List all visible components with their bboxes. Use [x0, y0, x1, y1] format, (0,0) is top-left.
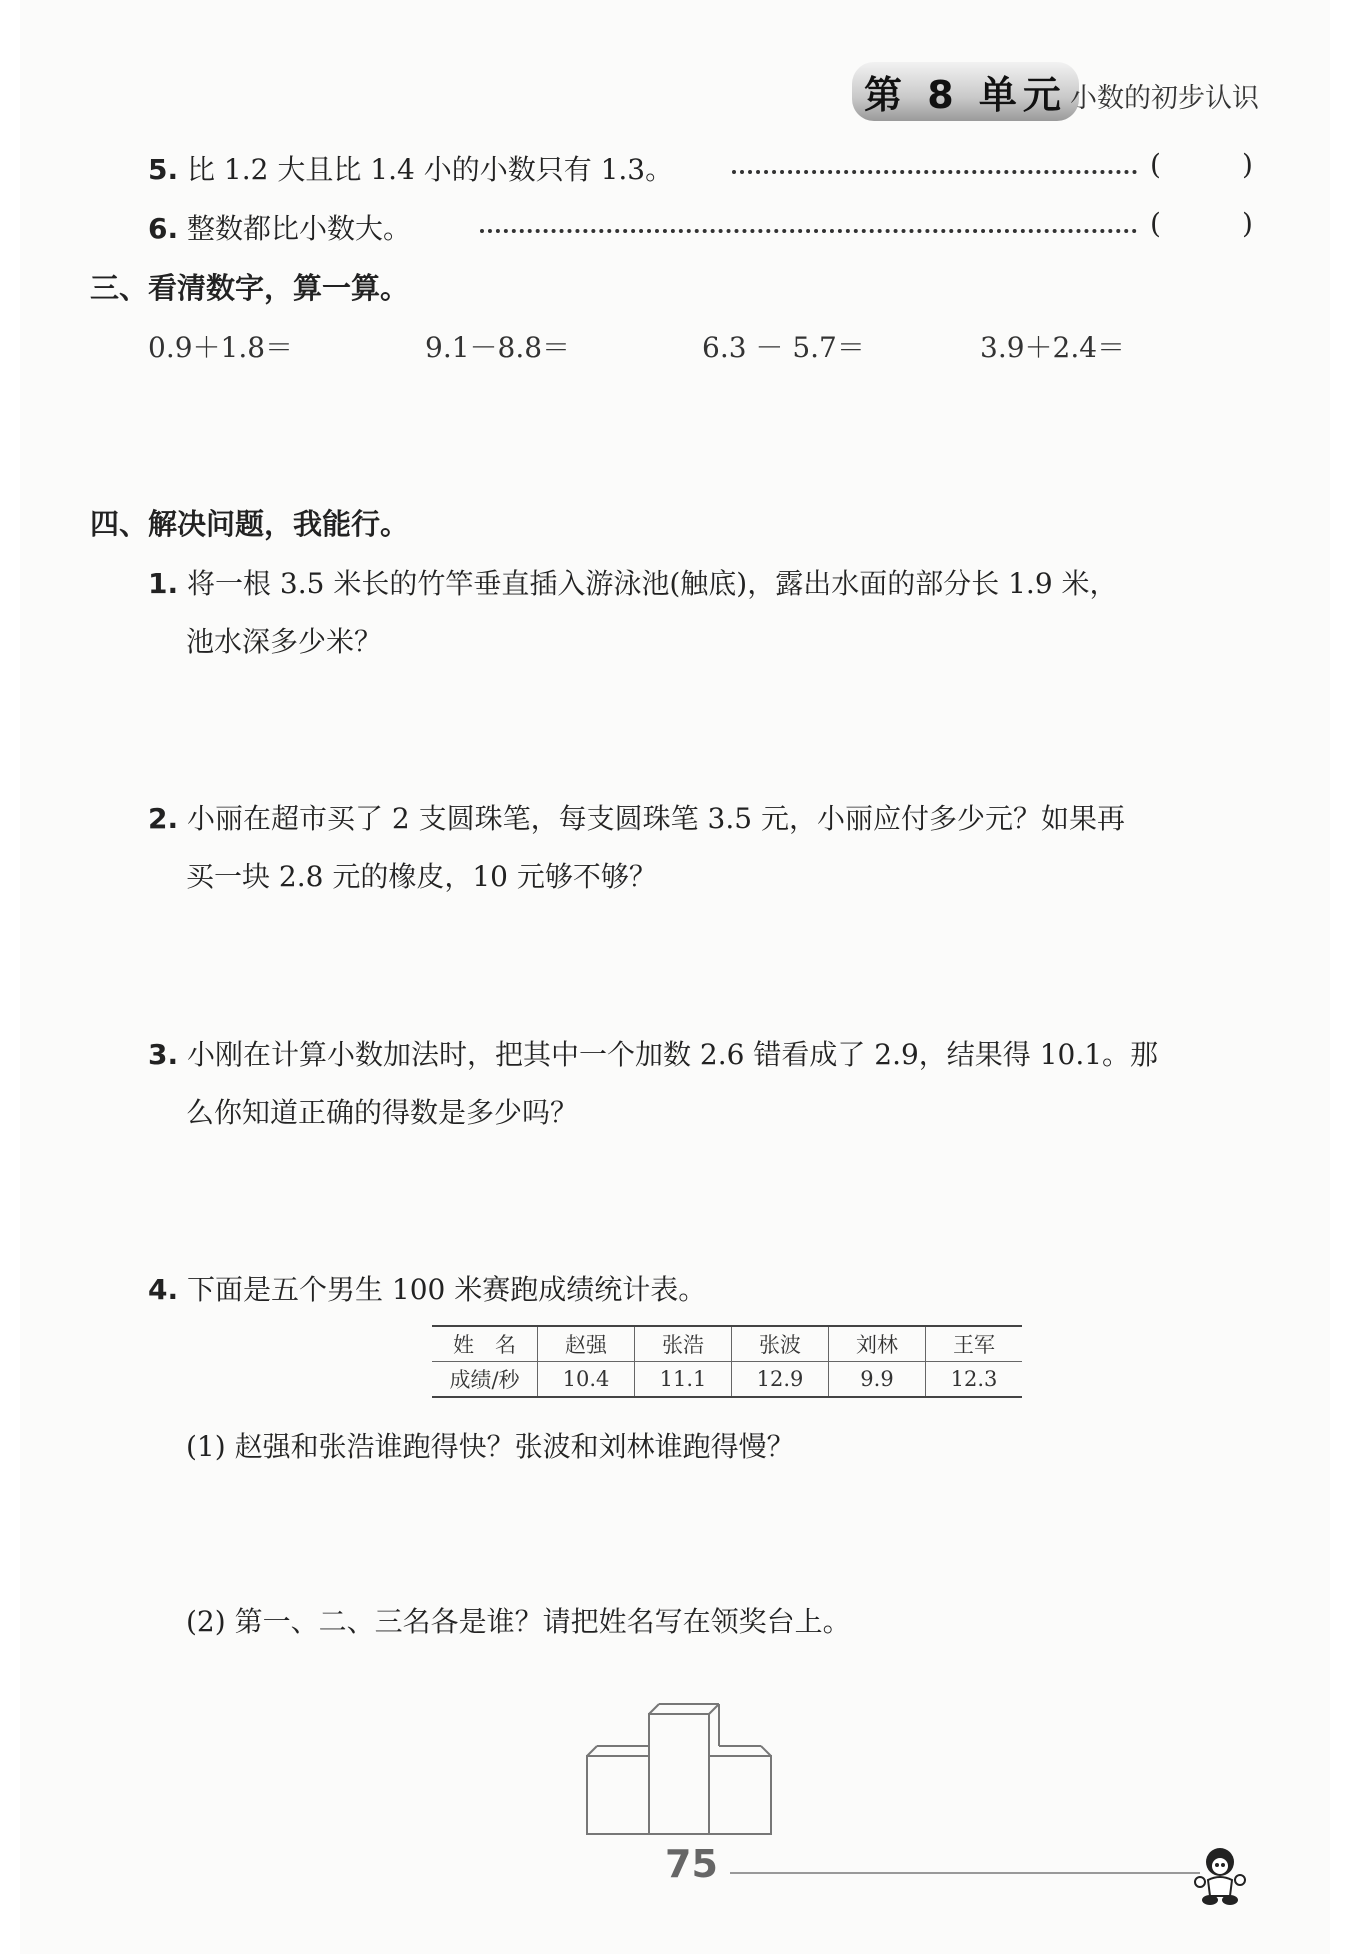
- table-header-cell: 姓 名: [432, 1326, 538, 1362]
- problem-2-line-2: 买一块 2.8 元的橡皮，10 元够不够？: [186, 860, 657, 893]
- table-header-cell: 张浩: [635, 1326, 732, 1362]
- problem-text: 小刚在计算小数加法时，把其中一个加数 2.6 错看成了 2.9，结果得 10.1。那: [187, 1038, 1159, 1071]
- workbook-page: [20, 0, 1330, 1954]
- page-number: 75: [665, 1842, 718, 1886]
- mascot-icon: [1190, 1840, 1260, 1910]
- tf-item-6: [148, 207, 411, 247]
- problem-4-line-1: [148, 1268, 706, 1308]
- calc-item: 6.3 － 5.7＝: [702, 331, 865, 364]
- table-header-cell: 赵强: [538, 1326, 635, 1362]
- problem-text: 小丽在超市买了 2 支圆珠笔，每支圆珠笔 3.5 元，小丽应付多少元？如果再: [187, 802, 1125, 835]
- answer-paren-open: (: [1150, 207, 1161, 240]
- problem-3-line-1: [148, 1033, 1158, 1073]
- score-table: [432, 1325, 1022, 1398]
- calc-item: 9.1－8.8＝: [425, 331, 571, 364]
- table-header-cell: 张波: [732, 1326, 829, 1362]
- answer-paren-open: (: [1150, 148, 1161, 181]
- table-row: [432, 1326, 1022, 1362]
- problem-2-line-1: [148, 797, 1125, 837]
- problem-text: 下面是五个男生 100 米赛跑成绩统计表。: [187, 1273, 707, 1306]
- problem-1-line-1: [148, 562, 1118, 602]
- tf-item-5: [148, 148, 673, 188]
- problem-text: 将一根 3.5 米长的竹竿垂直插入游泳池(触底)，露出水面的部分长 1.9 米，: [187, 567, 1118, 600]
- table-row: [432, 1362, 1022, 1398]
- calc-item: 0.9＋1.8＝: [148, 331, 294, 364]
- problem-number: 4.: [148, 1273, 179, 1306]
- answer-paren-close: ): [1242, 148, 1253, 181]
- table-header-cell: 王军: [926, 1326, 1023, 1362]
- problem-number: 2.: [148, 802, 179, 835]
- answer-paren-close: ): [1242, 207, 1253, 240]
- podium-drawing: [585, 1700, 781, 1840]
- table-cell: 12.9: [732, 1362, 829, 1398]
- table-cell: 成绩/秒: [432, 1362, 538, 1398]
- problem-number: 3.: [148, 1038, 179, 1071]
- tf-text: 比 1.2 大且比 1.4 小的小数只有 1.3。: [187, 153, 674, 186]
- tf-text: 整数都比小数大。: [187, 212, 412, 245]
- footer-rule: [730, 1872, 1200, 1874]
- sub-question-1: (1) 赵强和张浩谁跑得快？张波和刘林谁跑得慢？: [186, 1430, 795, 1463]
- problem-number: 1.: [148, 567, 179, 600]
- section-4-title: 四、解决问题，我能行。: [90, 507, 410, 541]
- dotted-leader: [480, 229, 1137, 233]
- table-cell: 11.1: [635, 1362, 732, 1398]
- calc-item: 3.9＋2.4＝: [980, 331, 1126, 364]
- table-cell: 9.9: [829, 1362, 926, 1398]
- dotted-leader: [732, 170, 1137, 174]
- tf-number: 6.: [148, 212, 179, 245]
- tf-number: 5.: [148, 153, 179, 186]
- unit-title: 第 8 单元: [852, 62, 1079, 121]
- table-header-cell: 刘林: [829, 1326, 926, 1362]
- section-3-title: 三、看清数字，算一算。: [90, 271, 410, 305]
- table-cell: 12.3: [926, 1362, 1023, 1398]
- table-cell: 10.4: [538, 1362, 635, 1398]
- sub-question-2: (2) 第一、二、三名各是谁？请把姓名写在领奖台上。: [186, 1605, 851, 1638]
- problem-1-line-2: 池水深多少米？: [186, 625, 383, 658]
- problem-3-line-2: 么你知道正确的得数是多少吗？: [186, 1096, 579, 1129]
- unit-subtitle: 小数的初步认识: [1070, 83, 1259, 114]
